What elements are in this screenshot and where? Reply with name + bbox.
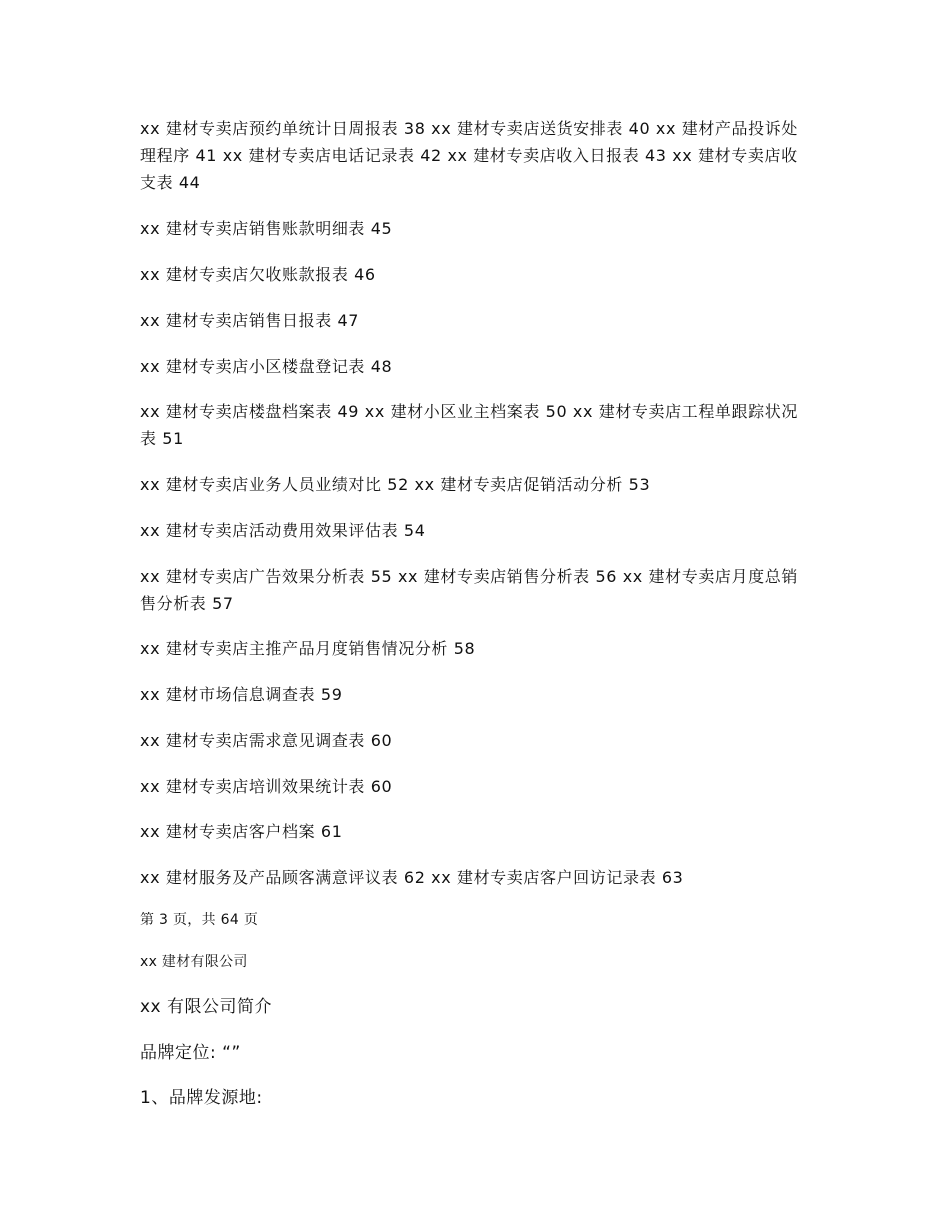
toc-entry: xx 建材专卖店业务人员业绩对比 52 xx 建材专卖店促销活动分析 53 — [140, 475, 651, 494]
toc-entry: xx 建材专卖店楼盘档案表 49 xx 建材小区业主档案表 50 xx 建材专卖店工程单跟踪状况表 51 — [140, 402, 798, 448]
company-name: xx 建材有限公司 — [140, 954, 248, 970]
toc-entry: xx 建材专卖店小区楼盘登记表 48 — [140, 357, 393, 376]
page-number: 第 3 页，共 64 页 — [140, 912, 259, 928]
toc-entry: xx 建材专卖店销售账款明细表 45 — [140, 219, 393, 238]
toc-entry: xx 建材专卖店客户档案 61 — [140, 822, 343, 841]
brand-position: 品牌定位: “” — [140, 1043, 241, 1063]
toc-entry: xx 建材专卖店需求意见调查表 60 — [140, 731, 393, 750]
toc-entry: xx 建材服务及产品顾客满意评议表 62 xx 建材专卖店客户回访记录表 63 — [140, 868, 684, 887]
toc-entry: xx 建材市场信息调查表 59 — [140, 685, 343, 704]
toc-entry: xx 建材专卖店培训效果统计表 60 — [140, 777, 393, 796]
toc-entry: xx 建材专卖店销售日报表 47 — [140, 311, 360, 330]
toc-entry: xx 建材专卖店主推产品月度销售情况分析 58 — [140, 639, 476, 658]
toc-entry: xx 建材专卖店广告效果分析表 55 xx 建材专卖店销售分析表 56 xx 建材专卖店月度总销售分析表 57 — [140, 567, 798, 613]
toc-entry: xx 建材专卖店欠收账款报表 46 — [140, 265, 376, 284]
toc-entry: xx 建材专卖店活动费用效果评估表 54 — [140, 521, 426, 540]
section-heading: xx 有限公司简介 — [140, 997, 273, 1017]
section-1-title: 1、品牌发源地: — [140, 1088, 263, 1108]
toc-entry: xx 建材专卖店预约单统计日周报表 38 xx 建材专卖店送货安排表 40 xx 建材产品投诉处理程序 41 xx 建材专卖店电话记录表 42 xx 建材专卖店收入日报表 43 xx 建材专卖店收支表 44 — [140, 119, 798, 192]
